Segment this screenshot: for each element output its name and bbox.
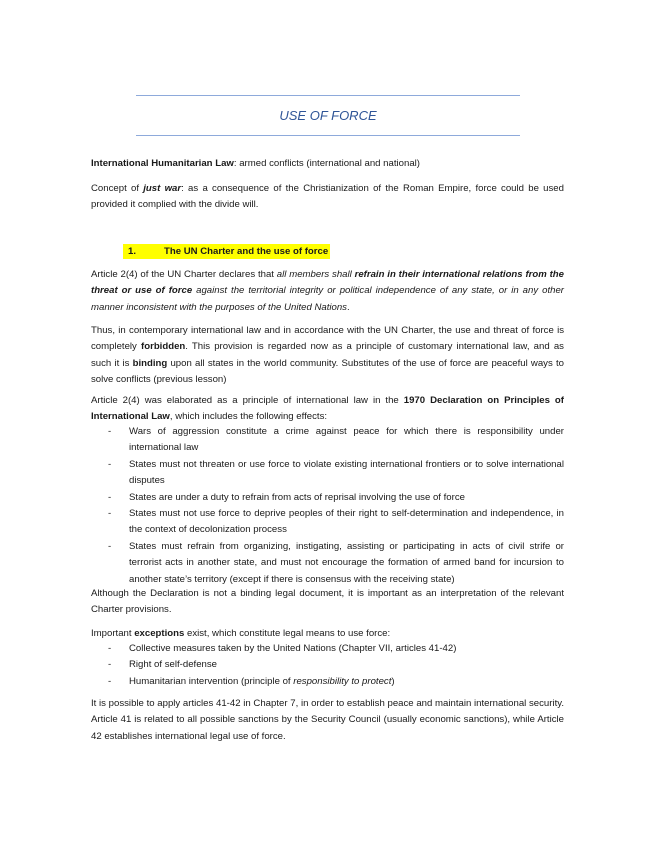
page-title: USE OF FORCE	[279, 108, 377, 123]
declaration-effects-list	[91, 424, 564, 588]
declaration-title: 1970 Declaration on Principles of International Law	[91, 395, 564, 423]
section-heading-text: The UN Charter and the use of force	[164, 246, 329, 257]
not-binding-paragraph: Although the Declaration is not a binding legal document, it is important as an interpretation of the relevant Charter provisions.	[91, 588, 564, 616]
exceptions-list	[91, 641, 564, 690]
section-heading	[123, 244, 330, 259]
ihl-term: International Humanitarian Law	[91, 158, 234, 169]
title-rule-bottom	[136, 135, 520, 136]
just-war-term: just war	[143, 183, 182, 194]
list-item: - Right of self-defense	[108, 659, 217, 671]
article-2-4-paragraph: Article 2(4) of the UN Charter declares that all members shall refrain in their international relations from the threat or use of force against the territorial integrity or political independence of any state, or in any other manner inconsistent with the purposes of the United Nations.	[91, 269, 564, 313]
section-number: 1.	[128, 246, 137, 257]
list-item: - States are under a duty to refrain from acts of reprisal involving the use of force	[108, 491, 465, 503]
exceptions-intro: Important exceptions exist, which constitute legal means to use force:	[91, 628, 391, 639]
list-item: - Collective measures taken by the United Nations (Chapter VII, articles 41-42)	[108, 643, 457, 654]
list-item: - States must not threaten or use force to violate existing international frontiers or to solve international disputes	[108, 458, 564, 487]
list-item: - States must refrain from organizing, instigating, assisting or participating in acts of civil strife or terrorist acts in another state, and must not encourage the formation of armed band for incursion to another state’s territory (except if there is consensus with the receiving state)	[108, 540, 564, 585]
exceptions-term: exceptions	[134, 628, 185, 639]
contemporary-law-paragraph: Thus, in contemporary international law and in accordance with the UN Charter, the use and threat of force is completely forbidden. This provision is regarded now as a principle of customary international law, and as such it is binding upon all states in the world community. Substitutes of the use of force are peaceful ways to solve conflicts (previous lesson)	[91, 325, 564, 386]
list-item: - Wars of aggression constitute a crime against peace for which there is responsibility under international law	[108, 426, 564, 454]
refrain-clause: refrain in their international relations from the threat or use of force	[91, 269, 564, 297]
closing-paragraph: It is possible to apply articles 41-42 in Chapter 7, in order to establish peace and maintain international security. Article 41 is related to all possible sanctions by the Security Council (usually economic sanctions), while Article 42 establishes international legal use of force.	[91, 698, 564, 742]
list-item: - Humanitarian intervention (principle of responsibility to protect)	[108, 675, 395, 687]
responsibility-to-protect: responsibility to protect	[293, 675, 392, 687]
title-rule-top	[136, 95, 520, 96]
list-item: - States must not use force to deprive peoples of their right to self-determination and independence, in the context of decolonization process	[108, 508, 564, 536]
ihl-paragraph: International Humanitarian Law: armed conflicts (international and national)	[91, 158, 420, 169]
forbidden-term: forbidden	[141, 341, 186, 353]
binding-term: binding	[132, 357, 168, 369]
declaration-paragraph: Article 2(4) was elaborated as a principle of international law in the 1970 Declaration on Principles of International Law, which includes the following effects:	[91, 395, 564, 423]
just-war-paragraph: Concept of just war: as a consequence of the Christianization of the Roman Empire, force could be used provided it complied with the divide will.	[91, 183, 564, 211]
